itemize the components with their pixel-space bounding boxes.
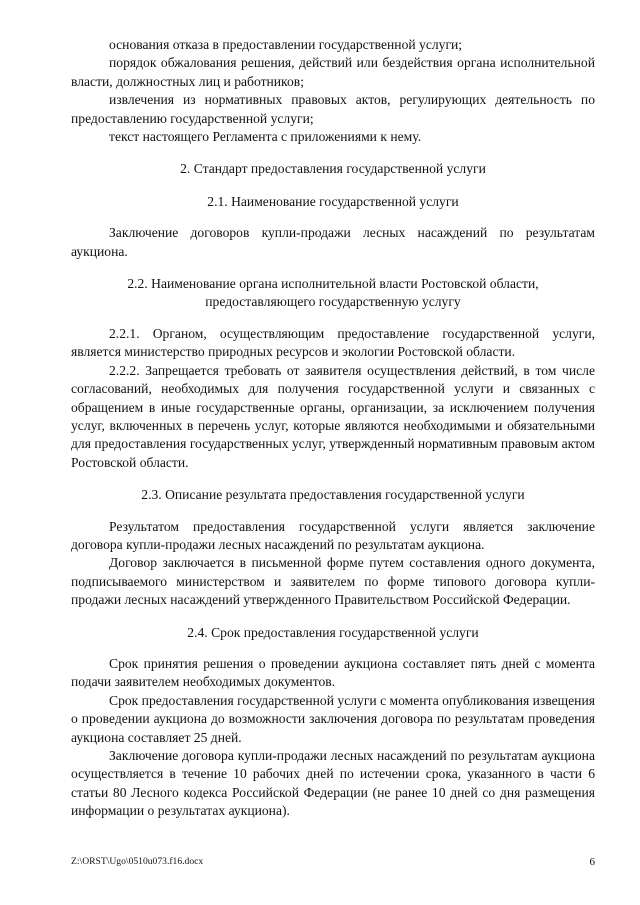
section-2-3-heading: 2.3. Описание результата предоставления государственной услуги — [141, 487, 525, 503]
page-number: 6 — [589, 856, 595, 868]
section-2-4-heading: 2.4. Срок предоставления государственной услуги — [187, 624, 479, 640]
section-2-3-paragraph-1: Результатом предоставления государственной услуги является заключение договора купли-продажи лесных насаждений по результатам аукциона. — [71, 518, 595, 552]
section-2-2-heading-line1: 2.2. Наименование органа исполнительной власти Ростовской области, — [127, 276, 539, 292]
section-2-4-paragraph-3: Заключение договора купли-продажи лесных насаждений по результатам аукциона осуществляется в течение 10 рабочих дней по истечении срока, указанного в части 6 статьи 80 Лесного кодекса Российской Федерации (не ранее 10 дней со дня размещения информации о результатах аукциона). — [71, 748, 595, 819]
footer-file-path: Z:\ORST\Ugo\0510u073.f16.docx — [71, 856, 204, 867]
section-2-3-paragraph-2: Договор заключается в письменной форме путем составления одного документа, подписываемого министерством и заявителем по форме типового договора купли-продажи лесных насаждений утвержденного Правительством Российской Федерации. — [71, 555, 595, 608]
section-2-2-paragraph-2: 2.2.2. Запрещается требовать от заявителя осуществления действий, в том числе согласований, необходимых для получения государственной услуги и связанных с обращением в иные государственные органы, организации, за исключением получения услуг, включенных в перечень услуг, которые являются необходимыми и обязательными для предоставления государственных услуг, утвержденный нормативным правовым актом Ростовской области. — [71, 362, 595, 470]
section-2-4-paragraph-2: Срок предоставления государственной услуги с момента опубликования извещения о проведении аукциона до возможности заключения договора по результатам проведения аукциона составляет 25 дней. — [71, 692, 595, 745]
list-item-extracts: извлечения из нормативных правовых актов, регулирующих деятельность по предоставлению государственной услуги; — [71, 92, 595, 126]
list-item-refusal: основания отказа в предоставлении государственной услуги; — [109, 37, 463, 52]
section-2-2-paragraph-1: 2.2.1. Органом, осуществляющим предоставление государственной услуги, является министерство природных ресурсов и экологии Ростовской области. — [71, 325, 595, 360]
section-2-2-heading-line2: предоставляющего государственную услугу — [205, 294, 461, 310]
list-item-appeal: порядок обжалования решения, действий или бездействия органа исполнительной власти, должностных лиц и работников; — [71, 55, 595, 89]
section-2-1-paragraph: Заключение договоров купли-продажи лесных насаждений по результатам аукциона. — [71, 225, 595, 259]
list-item-text: текст настоящего Регламента с приложениями к нему. — [109, 129, 422, 145]
page-body — [71, 36, 595, 821]
section-2-heading: 2. Стандарт предоставления государственной услуги — [180, 161, 486, 177]
section-2-4-paragraph-1: Срок принятия решения о проведении аукциона составляет пять дней с момента подачи заявителем необходимых документов. — [71, 655, 595, 690]
section-2-1-heading: 2.1. Наименование государственной услуги — [207, 193, 459, 209]
